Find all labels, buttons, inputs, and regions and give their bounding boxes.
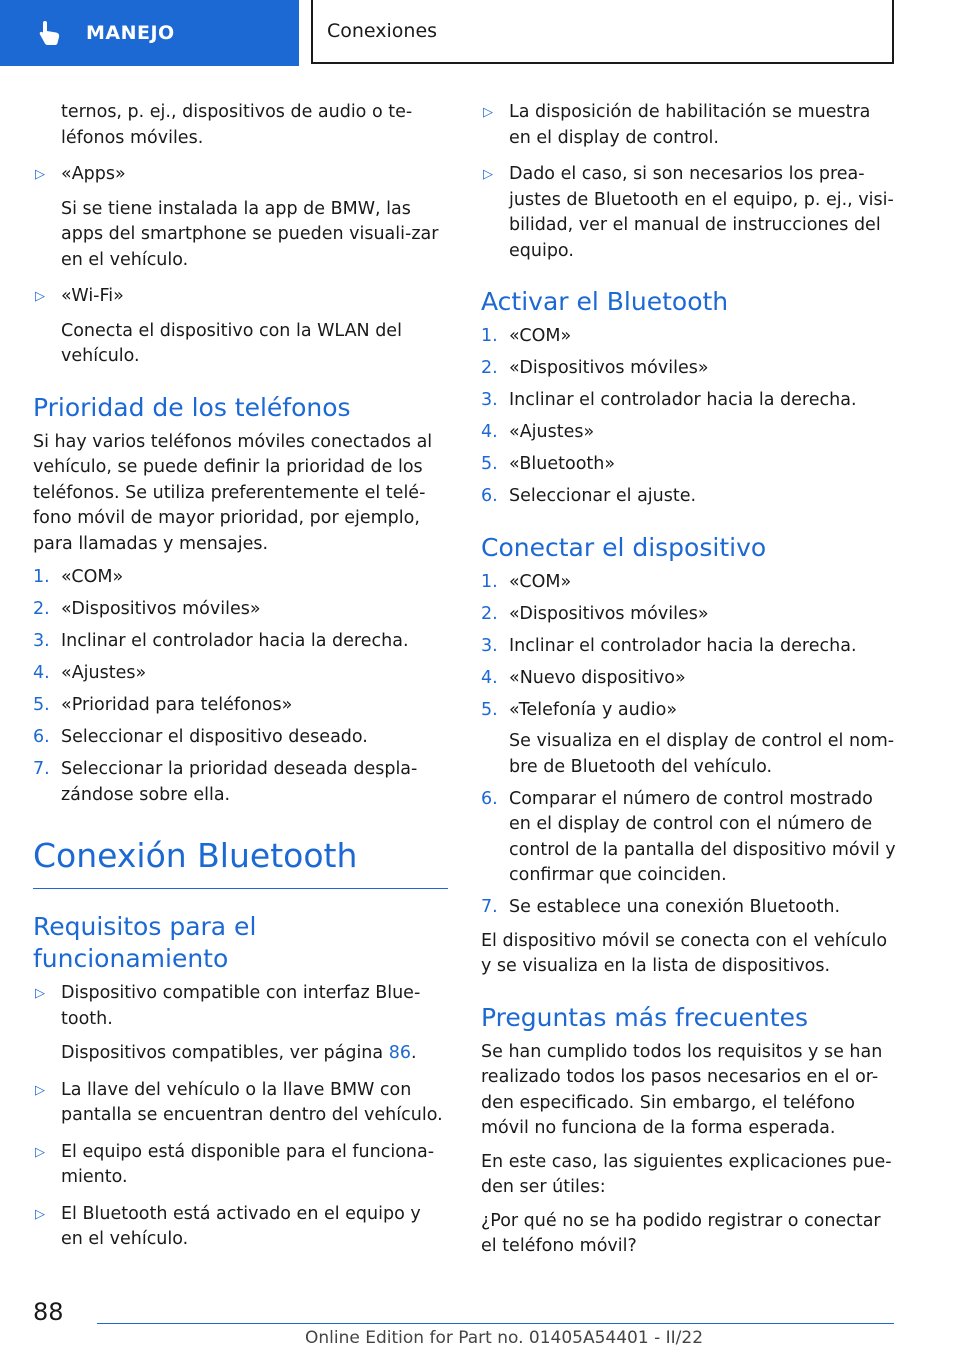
bullet-req-1 [33, 981, 448, 1067]
bullet-apps [33, 162, 448, 273]
step-subtext: Se visualiza en el display de control el nom-bre de Bluetooth del vehículo. [509, 731, 895, 777]
step-number: 2. [481, 603, 498, 624]
list-item [481, 324, 896, 350]
triangle-bullet-icon: ▷ [483, 105, 493, 120]
step-text: «Ajustes» [61, 663, 147, 683]
step-text: «Telefonía y audio» [509, 699, 678, 720]
right-column [481, 100, 896, 1268]
section-title: Conexiones [327, 20, 438, 42]
list-item [33, 757, 448, 808]
triangle-bullet-icon: ▷ [35, 1082, 45, 1098]
section-box [311, 0, 894, 64]
bullet-req-4 [33, 1202, 448, 1253]
paragraph-preguntas-2: En este caso, las siguientes explicaciones pue-den ser útiles: [481, 1151, 892, 1197]
left-column [33, 100, 448, 1264]
list-item [481, 634, 896, 660]
triangle-bullet-icon: ▷ [483, 167, 493, 182]
step-text: «COM» [509, 571, 572, 592]
step-number: 4. [481, 667, 498, 688]
step-number: 7. [33, 759, 50, 779]
bullet-subtext [61, 1041, 448, 1067]
subtext-prefix: Dispositivos compatibles, ver página [61, 1043, 389, 1063]
step-number: 5. [481, 699, 498, 720]
step-number: 4. [33, 663, 50, 683]
steps-prioridad [33, 565, 448, 808]
list-item [33, 725, 448, 751]
heading-conexion-bluetooth: Conexión Bluetooth [33, 836, 448, 889]
bullet-text: La disposición de habilitación se muestra en el display de control. [509, 102, 871, 148]
step-number: 7. [481, 897, 498, 917]
bullet-text: El equipo está disponible para el funciona-miento. [61, 1141, 435, 1187]
step-number: 2. [481, 358, 498, 378]
list-item [33, 565, 448, 591]
step-text: «COM» [509, 326, 572, 346]
steps-conectar [481, 570, 896, 921]
bullet-text: Dado el caso, si son necesarios los prea-justes de Bluetooth en el equipo, p. ej., visi-bilidad, ver el manual de instrucciones del equipo. [509, 164, 894, 261]
step-number: 4. [481, 422, 498, 442]
list-item [481, 698, 896, 781]
step-text: Inclinar el controlador hacia la derecha. [509, 635, 857, 656]
step-text: Seleccionar el dispositivo deseado. [61, 727, 368, 747]
heading-activar: Activar el Bluetooth [481, 287, 729, 316]
footer-edition: Online Edition for Part no. 01405A54401 - II/22 [305, 1328, 704, 1348]
list-item [481, 452, 896, 478]
page-link[interactable]: 86 [388, 1043, 411, 1063]
page-header [0, 0, 960, 68]
bullet-req-2 [33, 1078, 448, 1129]
step-text: «Prioridad para teléfonos» [61, 695, 293, 715]
step-text: Se establece una conexión Bluetooth. [509, 897, 841, 917]
list-item [481, 666, 896, 692]
chapter-tab [0, 0, 299, 66]
step-number: 3. [481, 390, 498, 410]
hand-pointer-icon [34, 18, 64, 48]
step-number: 1. [33, 567, 50, 587]
heading-conectar: Conectar el dispositivo [481, 532, 767, 562]
bullet-habilitacion [481, 100, 896, 151]
step-text: «Dispositivos móviles» [509, 603, 709, 624]
step-number: 1. [481, 326, 498, 346]
step-text: Seleccionar el ajuste. [509, 486, 697, 506]
step-text: Comparar el número de control mostrado en el display de control con el número de control de la pantalla del dispositivo móvil y confirmar que coinciden. [509, 788, 896, 885]
step-number: 5. [481, 454, 498, 474]
step-text: «Bluetooth» [509, 454, 616, 474]
chapter-title: MANEJO [86, 22, 175, 44]
step-number: 2. [33, 599, 50, 619]
triangle-bullet-icon: ▷ [35, 1206, 45, 1222]
triangle-bullet-icon: ▷ [35, 1144, 45, 1160]
bullet-title: «Wi-Fi» [61, 286, 124, 306]
heading-requisitos: Requisitos para el funcionamiento [33, 912, 257, 973]
list-item [481, 570, 896, 596]
bullet-wifi [33, 284, 448, 370]
step-number: 5. [33, 695, 50, 715]
step-text: «Nuevo dispositivo» [509, 667, 686, 688]
bullet-req-3 [33, 1140, 448, 1191]
triangle-bullet-icon: ▷ [35, 167, 45, 182]
heading-preguntas: Preguntas más frecuentes [481, 1002, 808, 1032]
list-item [33, 629, 448, 655]
step-number: 3. [33, 631, 50, 651]
list-item [33, 597, 448, 623]
subtext-suffix: . [410, 1043, 417, 1063]
footer-divider [97, 1323, 894, 1324]
step-text: Inclinar el controlador hacia la derecha. [61, 631, 409, 651]
step-text: «COM» [61, 567, 124, 587]
bullet-text: El Bluetooth está activado en el equipo y en el vehículo. [61, 1203, 421, 1249]
step-text: Seleccionar la prioridad deseada despla-zándose sobre ella. [61, 759, 418, 805]
heading-prioridad: Prioridad de los teléfonos [33, 392, 351, 422]
list-item [481, 895, 896, 921]
step-number: 1. [481, 571, 498, 592]
page-number: 88 [33, 1298, 64, 1326]
list-item [481, 388, 896, 414]
step-text: «Dispositivos móviles» [61, 599, 261, 619]
list-item [33, 661, 448, 687]
triangle-bullet-icon: ▷ [35, 986, 45, 1001]
list-item [481, 484, 896, 510]
bullet-preajustes [481, 162, 896, 264]
paragraph-conectado: El dispositivo móvil se conecta con el vehículo y se visualiza en la lista de dispositivos. [481, 930, 888, 976]
list-item [481, 420, 896, 446]
bullet-text: Conecta el dispositivo con la WLAN del vehículo. [61, 320, 402, 366]
list-item [481, 787, 896, 889]
step-text: «Ajustes» [509, 422, 595, 442]
list-item [481, 602, 896, 628]
step-number: 6. [481, 788, 498, 809]
step-number: 6. [481, 486, 498, 506]
list-item [33, 693, 448, 719]
step-number: 6. [33, 727, 50, 747]
paragraph-preguntas-3: ¿Por qué no se ha podido registrar o conectar el teléfono móvil? [481, 1210, 881, 1256]
continued-text: ternos, p. ej., dispositivos de audio o te-léfonos móviles. [61, 102, 413, 148]
list-item [481, 356, 896, 382]
bullet-text: Dispositivo compatible con interfaz Blue-tooth. [61, 983, 421, 1029]
triangle-bullet-icon: ▷ [35, 289, 45, 304]
paragraph-preguntas-1: Se han cumplido todos los requisitos y se han realizado todos los pasos necesarios en el or-den especificado. Sin embargo, el teléfono móvil no funciona de la forma esperada. [481, 1041, 883, 1138]
step-text: «Dispositivos móviles» [509, 358, 709, 378]
steps-activar [481, 324, 896, 510]
bullet-title: «Apps» [61, 164, 126, 184]
step-text: Inclinar el controlador hacia la derecha. [509, 390, 857, 410]
bullet-text: Si se tiene instalada la app de BMW, las apps del smartphone se pueden visuali-zar en el vehículo. [61, 198, 439, 270]
step-number: 3. [481, 635, 498, 656]
paragraph-prioridad: Si hay varios teléfonos móviles conectados al vehículo, se puede definir la prioridad de los teléfonos. Se utiliza preferentemente el telé-fono móvil de mayor prioridad, por ejemplo, para llamadas y mensajes. [33, 431, 433, 554]
bullet-text: La llave del vehículo o la llave BMW con pantalla se encuentran dentro del vehículo. [61, 1079, 443, 1125]
